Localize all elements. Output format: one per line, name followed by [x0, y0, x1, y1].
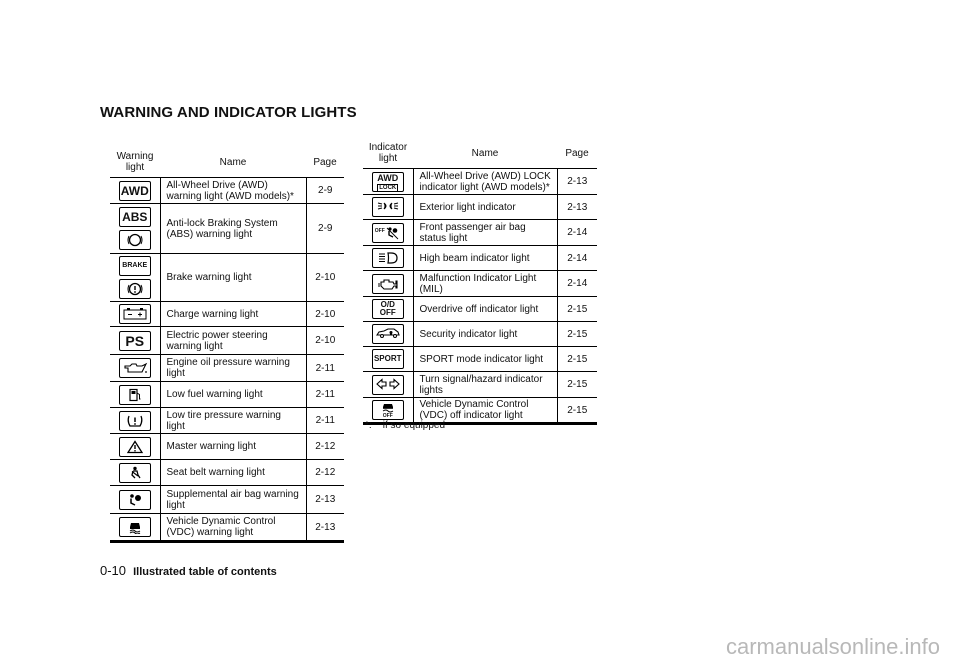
row-page: 2-13	[557, 195, 597, 220]
row-page: 2-14	[557, 271, 597, 297]
vdc-icon	[119, 517, 151, 537]
row-name: Exterior light indicator	[413, 195, 557, 220]
table-row	[110, 514, 344, 542]
brake-circle-icon	[119, 279, 151, 299]
fuel-pump-icon	[119, 385, 151, 405]
warning-lights-table	[110, 147, 344, 543]
awd-icon: AWD	[119, 181, 151, 201]
row-page: 2-10	[306, 302, 344, 327]
table-row	[363, 322, 597, 347]
oil-can-icon	[119, 358, 151, 378]
high-beam-icon	[372, 248, 404, 268]
row-page: 2-13	[557, 169, 597, 195]
row-page: 2-14	[557, 246, 597, 271]
row-page: 2-9	[306, 178, 344, 204]
row-page: 2-13	[306, 486, 344, 514]
awd-lock-icon	[372, 172, 404, 192]
table-row	[110, 434, 344, 460]
row-name: Supplemental air bag warning light	[160, 486, 306, 514]
row-name: Malfunction Indicator Light (MIL)	[413, 271, 557, 297]
row-name: All-Wheel Drive (AWD) warning light (AWD models)*	[160, 178, 306, 204]
row-page: 2-11	[306, 408, 344, 434]
page-footer	[100, 563, 277, 578]
row-name: Brake warning light	[160, 254, 306, 302]
row-page: 2-10	[306, 327, 344, 355]
turn-signal-icon	[372, 375, 404, 395]
column-header-page: Page	[306, 147, 344, 178]
table-row	[110, 382, 344, 408]
column-header-name: Name	[413, 138, 557, 169]
vdc-off-icon	[372, 400, 404, 420]
od-off-icon	[372, 299, 404, 319]
table-header-row	[110, 147, 344, 178]
master-warning-icon	[119, 437, 151, 457]
row-name: Vehicle Dynamic Control (VDC) off indicator light	[413, 398, 557, 424]
row-name: Overdrive off indicator light	[413, 297, 557, 322]
row-page: 2-15	[557, 372, 597, 398]
table-row	[363, 347, 597, 372]
table-row	[363, 372, 597, 398]
column-header-name: Name	[160, 147, 306, 178]
row-page: 2-15	[557, 347, 597, 372]
table-row	[110, 460, 344, 486]
abs-icon: ABS	[119, 207, 151, 227]
abs-circle-icon	[119, 230, 151, 250]
table-row	[363, 169, 597, 195]
footnote: *: if so equipped	[365, 420, 446, 431]
row-page: 2-13	[306, 514, 344, 542]
watermark: carmanualsonline.info	[725, 634, 940, 659]
page-number: 0-10	[100, 563, 127, 578]
passenger-airbag-off-icon-text: OFF	[374, 227, 385, 234]
row-name: Charge warning light	[160, 302, 306, 327]
table-row	[363, 195, 597, 220]
table-row	[110, 254, 344, 302]
row-name: Seat belt warning light	[160, 460, 306, 486]
row-name: Vehicle Dynamic Control (VDC) warning light	[160, 514, 306, 542]
awd-lock-icon-bottom-text: LOCK	[379, 184, 397, 191]
airbag-icon	[119, 490, 151, 510]
row-name: Low fuel warning light	[160, 382, 306, 408]
section-title: WARNING AND INDICATOR LIGHTS	[100, 104, 357, 121]
security-car-icon	[372, 324, 404, 344]
seat-belt-icon	[119, 463, 151, 483]
table-row	[110, 327, 344, 355]
table-row	[110, 178, 344, 204]
indicator-lights-table	[363, 138, 597, 425]
brake-icon: BRAKE	[119, 256, 151, 276]
row-page: 2-15	[557, 297, 597, 322]
awd-lock-icon-top-text: AWD	[377, 172, 399, 183]
row-name: Master warning light	[160, 434, 306, 460]
column-header-page: Page	[557, 138, 597, 169]
table-row	[110, 302, 344, 327]
row-name: Low tire pressure warning light	[160, 408, 306, 434]
row-name: High beam indicator light	[413, 246, 557, 271]
table-header-row	[363, 138, 597, 169]
row-name: Electric power steering warning light	[160, 327, 306, 355]
column-header-warning-light: Warning light	[110, 147, 160, 178]
column-header-indicator-light: Indicator light	[363, 138, 413, 169]
row-page: 2-10	[306, 254, 344, 302]
table-row	[110, 486, 344, 514]
table-row	[363, 297, 597, 322]
row-page: 2-11	[306, 355, 344, 382]
row-page: 2-12	[306, 434, 344, 460]
tire-pressure-icon	[119, 411, 151, 431]
row-page: 2-12	[306, 460, 344, 486]
row-name: All-Wheel Drive (AWD) LOCK indicator light (AWD models)*	[413, 169, 557, 195]
row-page: 2-11	[306, 382, 344, 408]
passenger-airbag-off-icon	[372, 223, 404, 243]
table-row	[110, 408, 344, 434]
row-page: 2-15	[557, 398, 597, 424]
row-page: 2-14	[557, 220, 597, 246]
engine-mil-icon	[372, 274, 404, 294]
row-page: 2-9	[306, 204, 344, 254]
row-name: SPORT mode indicator light	[413, 347, 557, 372]
table-row	[363, 271, 597, 297]
table-row	[363, 220, 597, 246]
table-row	[363, 246, 597, 271]
vdc-off-icon-text: OFF	[382, 413, 393, 419]
table-row	[110, 204, 344, 254]
ps-icon: PS	[119, 331, 151, 351]
footer-section-name: Illustrated table of contents	[133, 566, 277, 578]
table-row	[110, 355, 344, 382]
od-off-icon-top-text: O/D	[380, 300, 395, 309]
row-name: Turn signal/hazard indicator lights	[413, 372, 557, 398]
od-off-icon-bottom-text: OFF	[379, 308, 396, 317]
row-name: Security indicator light	[413, 322, 557, 347]
sport-icon: SPORT	[372, 349, 404, 369]
row-name: Engine oil pressure warning light	[160, 355, 306, 382]
exterior-light-icon	[372, 197, 404, 217]
row-name: Front passenger air bag status light	[413, 220, 557, 246]
row-page: 2-15	[557, 322, 597, 347]
row-name: Anti-lock Braking System (ABS) warning light	[160, 204, 306, 254]
battery-icon	[119, 304, 151, 324]
